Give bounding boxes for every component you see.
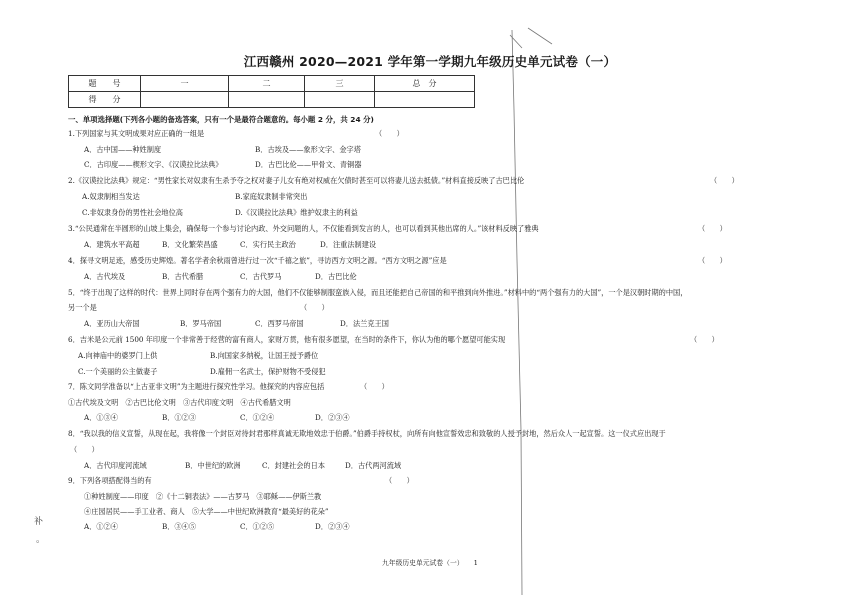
answer-option: D.《汉谟拉比法典》维护奴隶主的利益 xyxy=(235,208,358,217)
answer-blank[interactable]: （ ） xyxy=(70,445,99,454)
question-line: A.奴隶制相当发达 xyxy=(82,192,140,201)
answer-option: D．古代两河流域 xyxy=(345,461,402,470)
question-line: A.向神庙中的婆罗门上供 xyxy=(78,351,158,360)
answer-option: D.雇佣一名武士，保护财物不受侵犯 xyxy=(210,367,326,376)
answer-option: D．古巴比伦——甲骨文、青铜器 xyxy=(255,160,362,169)
answer-option: B．文化繁荣昌盛 xyxy=(162,240,218,249)
answer-blank[interactable]: （ ） xyxy=(360,382,389,391)
section-heading: 一、单项选择题(下列各小题的备选答案，只有一个是最符合题意的。每小题 2 分，共 24 分) xyxy=(68,115,374,124)
score-cell: 三 xyxy=(305,76,375,92)
question-line: A．①②④ xyxy=(84,522,118,531)
question-line: 8．“我以我的信义宣誓，从现在起，我将像一个封臣对待封君那样真诚无欺地效忠于伯爵。”伯爵手持权杖，向所有向他宣誓效忠和致敬的人授予封地，然后众人一起宣誓。这一仪式应出现于 xyxy=(68,429,666,438)
side-mark: 。 xyxy=(36,535,46,545)
answer-option: B．罗马帝国 xyxy=(180,319,222,328)
answer-blank[interactable]: （ ） xyxy=(300,303,329,312)
score-cell: 题 号 xyxy=(69,76,141,92)
answer-option: B．中世纪的欧洲 xyxy=(185,461,241,470)
score-input-cell[interactable] xyxy=(229,92,305,108)
question-line: 4．探寻文明足迹，感受历史辉煌。著名学者余秋雨曾进行过一次“千禧之旅”，寻访西方文明之源。“西方文明之源”应是 xyxy=(68,256,447,265)
answer-option: B．古代希腊 xyxy=(162,272,204,281)
answer-blank[interactable]: （ ） xyxy=(385,476,414,485)
page-footer xyxy=(382,557,478,567)
question-line: 7．陈文同学准备以“上古亚非文明”为主题进行探究性学习。他探究的内容应包括 xyxy=(68,382,325,391)
score-cell: 一 xyxy=(141,76,229,92)
question-line: 1.下列国家与其文明成果对应正确的一组是 xyxy=(68,129,205,138)
answer-option: C．实行民主政治 xyxy=(240,240,296,249)
side-mark: 补 xyxy=(34,517,44,527)
answer-option: B．③④⑤ xyxy=(162,522,197,531)
answer-option: B．古埃及——象形文字、金字塔 xyxy=(255,145,361,154)
answer-option: B．①②③ xyxy=(162,413,197,422)
score-input-cell[interactable] xyxy=(141,92,229,108)
score-cell: 总 分 xyxy=(375,76,475,92)
answer-blank[interactable]: （ ） xyxy=(690,335,719,344)
answer-blank[interactable]: （ ） xyxy=(375,129,404,138)
question-line: A．古中国——种姓制度 xyxy=(84,145,162,154)
question-line: ①种姓制度——印度 ②《十二铜表法》——古罗马 ③耶稣——伊斯兰教 xyxy=(84,492,322,501)
question-line: 2.《汉谟拉比法典》规定：“男性家长对奴隶有生杀予夺之权对妻子儿女有绝对权威在欠债时甚至可以将妻儿送去抵债。”材料直接反映了古巴比伦 xyxy=(68,176,525,185)
fold-line-corner xyxy=(510,35,522,48)
question-line: 3.“公民通常在半圆形的山坡上集会，确保每一个参与讨论内政、外交问题的人，不仅能看到发言的人，也可以看到其他出席的人。”该材料反映了雅典 xyxy=(68,224,539,233)
question-line: A．古代印度河流域 xyxy=(84,461,147,470)
question-line: C.非奴隶身份的男性社会地位高 xyxy=(82,208,183,217)
question-line: ①古代埃及文明 ②古巴比伦文明 ③古代印度文明 ④古代希腊文明 xyxy=(68,398,291,407)
answer-blank[interactable]: （ ） xyxy=(698,224,727,233)
question-line: A．①③④ xyxy=(84,413,118,422)
answer-option: B.向国家多纳税，让国王授予爵位 xyxy=(210,351,319,360)
score-cell: 得 分 xyxy=(69,92,141,108)
question-line: A．建筑水平高超 xyxy=(84,240,140,249)
page-number: 1 xyxy=(473,559,478,567)
score-table-score-row xyxy=(69,92,475,108)
answer-option: B.家庭奴隶制非常突出 xyxy=(235,192,308,201)
answer-option: D．②③④ xyxy=(315,522,350,531)
answer-option: D．法兰克王国 xyxy=(340,319,389,328)
score-input-cell[interactable] xyxy=(375,92,475,108)
answer-option: D．注重法制建设 xyxy=(320,240,377,249)
answer-blank[interactable]: （ ） xyxy=(698,256,727,265)
fold-line-corner-2 xyxy=(528,28,552,44)
score-input-cell[interactable] xyxy=(305,92,375,108)
question-line: 9．下列各项搭配得当的有 xyxy=(68,476,152,485)
score-cell: 二 xyxy=(229,76,305,92)
answer-option: D．②③④ xyxy=(315,413,350,422)
question-line: 5．“终于出现了这样的时代：世界上同时存在两个强有力的大国，他们不仅能够制服蛮族入侵，而且还能把自己帝国的和平推到向外推进。”材料中的“两个强有力的大国”，一个是汉朝时期的中国， xyxy=(68,288,688,297)
answer-blank[interactable]: （ ） xyxy=(710,176,739,185)
question-line: A．亚历山大帝国 xyxy=(84,319,140,328)
answer-option: C．古代罗马 xyxy=(240,272,282,281)
question-line: C．古印度——楔形文字、《汉谟拉比法典》 xyxy=(84,160,223,169)
exam-title: 江西赣州 2020—2021 学年第一学期九年级历史单元试卷（一） xyxy=(243,54,617,69)
question-line: 另一个是 xyxy=(68,303,97,312)
fold-line-vertical xyxy=(512,30,522,595)
answer-option: C．①②⑤ xyxy=(240,522,275,531)
question-line: A．古代埃及 xyxy=(84,272,126,281)
answer-option: D．古巴比伦 xyxy=(315,272,357,281)
question-line: 6．吉米是公元前 1500 年印度一个非常善于经营的富有商人，家财万贯，他有很多愿望，在当时的条件下，你认为他的哪个愿望可能实现 xyxy=(68,335,506,344)
answer-option: C．①②④ xyxy=(240,413,275,422)
answer-option: C．封建社会的日本 xyxy=(262,461,326,470)
answer-option: C．西罗马帝国 xyxy=(255,319,304,328)
question-line: ④庄园居民——手工业者、商人 ⑤大学——中世纪欧洲教育“最美好的花朵” xyxy=(84,507,329,516)
score-table-header-row xyxy=(69,76,475,92)
footer-label: 九年级历史单元试卷（一） xyxy=(382,559,464,567)
question-line: C.一个美丽的公主做妻子 xyxy=(78,367,158,376)
score-table xyxy=(68,75,475,108)
